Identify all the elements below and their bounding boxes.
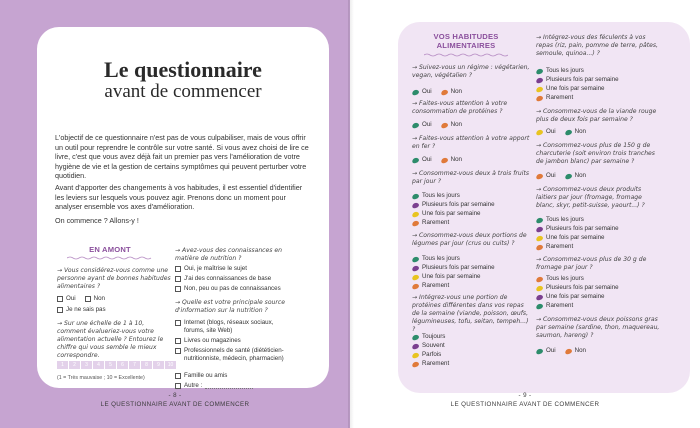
- option-row: Rarement: [536, 302, 573, 310]
- bean-purple-icon[interactable]: [535, 225, 543, 232]
- section-heading-en-amont: EN AMONT: [89, 245, 131, 254]
- checkbox[interactable]: [175, 286, 181, 292]
- option-row: Tous les jours: [412, 255, 460, 263]
- question-poissons-gras: → Consommez-vous deux poissons gras par semaine (sardine, thon, maquereau, saumon, hareng) ?: [536, 316, 660, 339]
- question-proteines-variees: → Intégrez-vous une portion de protéines différentes dans vos repas de la semaine (viande, poisson, œufs, légumineuses, tofu, seitan, tempeh...) ?: [412, 294, 529, 333]
- question-fruits: → Consommez-vous deux à trois fruits par jour ?: [412, 170, 530, 185]
- option-row: Autre :: [175, 382, 253, 390]
- checkbox-oui[interactable]: [57, 296, 63, 302]
- scale-cell[interactable]: 7: [129, 361, 140, 369]
- scale-cell[interactable]: 2: [69, 361, 80, 369]
- option-row: Rarement: [536, 243, 573, 251]
- option-row: Je ne sais pas: [57, 306, 106, 314]
- bean-orange-icon[interactable]: [535, 275, 543, 282]
- intro-paragraph: L'objectif de ce questionnaire n'est pas de vous culpabiliser, mais de vous offrir un outil pour reprendre le contrôle sur votre santé. Si vous avez choisi de lire ce livre, c'est que vous avez déjà fait un premier pas vers l'amélioration de votre hygiène de vie et la gestion de certains symptômes qui peuvent perturber votre quotidien.: [55, 133, 309, 181]
- bean-orange-icon[interactable]: [411, 219, 419, 226]
- option-row: Oui Non: [536, 128, 586, 136]
- bean-orange-icon[interactable]: [411, 282, 419, 289]
- bean-green-icon[interactable]: [411, 333, 419, 340]
- option-row: Plusieurs fois par semaine: [536, 284, 619, 292]
- left-card: [37, 27, 329, 388]
- bean-green-icon[interactable]: [535, 347, 543, 354]
- page-title: Le questionnaire: [104, 57, 262, 82]
- scale-cell[interactable]: 4: [93, 361, 104, 369]
- wavy-divider: [67, 256, 153, 260]
- option-row: Rarement: [412, 282, 449, 290]
- bean-yellow-icon[interactable]: [535, 128, 543, 135]
- bean-yellow-icon[interactable]: [535, 234, 543, 241]
- bean-green-icon[interactable]: [411, 192, 419, 199]
- question-rating: → Sur une échelle de 1 à 10, comment évalueriez-vous votre alimentation actuelle ? Entourez le chiffre qui vous semble le mieux correspondre.: [57, 320, 164, 359]
- option-row: Oui Non: [536, 347, 586, 355]
- option-row: Plusieurs fois par semaine: [536, 76, 619, 84]
- scale-cell[interactable]: 8: [141, 361, 152, 369]
- option-row: Oui Non: [57, 295, 105, 303]
- option-row: Rarement: [412, 360, 449, 368]
- bean-green-icon[interactable]: [535, 302, 543, 309]
- autre-input-line[interactable]: [205, 383, 253, 389]
- bean-yellow-icon[interactable]: [535, 284, 543, 291]
- option-row: Parfois: [412, 351, 441, 359]
- option-row: Oui Non: [412, 121, 462, 129]
- bean-green-icon[interactable]: [535, 67, 543, 74]
- option-row: Toujours: [412, 333, 445, 341]
- scale-cell[interactable]: 9: [153, 361, 164, 369]
- checkbox-non[interactable]: [85, 296, 91, 302]
- page-number: - 9 -: [518, 392, 532, 399]
- bean-purple-icon[interactable]: [535, 293, 543, 300]
- bean-green-icon[interactable]: [411, 255, 419, 262]
- bean-green-icon[interactable]: [411, 121, 419, 128]
- option-row: Tous les jours: [536, 216, 584, 224]
- question-charcuterie: → Consommez-vous plus de 150 g de charcuterie (soit environ trois tranches de jambon blanc) par semaine ?: [536, 142, 655, 165]
- option-row: Tous les jours: [536, 67, 584, 75]
- intro-paragraph-3: On commence ? Allons-y !: [55, 216, 139, 225]
- bean-yellow-icon[interactable]: [411, 351, 419, 358]
- wavy-divider: [424, 53, 508, 57]
- bean-purple-icon[interactable]: [411, 342, 419, 349]
- checkbox[interactable]: [175, 276, 181, 282]
- bean-purple-icon[interactable]: [411, 264, 419, 271]
- option-row: Oui, je maîtrise le sujet: [175, 265, 247, 273]
- scale-cell[interactable]: 5: [105, 361, 116, 369]
- checkbox[interactable]: [175, 348, 181, 354]
- running-footer: LE QUESTIONNAIRE AVANT DE COMMENCER: [450, 401, 600, 408]
- option-row: Plusieurs fois par semaine: [536, 225, 619, 233]
- option-row: Oui Non: [536, 172, 586, 180]
- option-row: Professionnels de santé (diététicien-nutritionniste, médecin, pharmacien): [175, 347, 287, 363]
- question-produits-laitiers: → Consommez-vous deux produits laitiers par jour (fromage, fromage blanc, skyr, petit-suisse, yaourt...) ?: [536, 186, 645, 209]
- option-row: Plusieurs fois par semaine: [412, 264, 495, 272]
- question-regime: → Suivez-vous un régime : végétarien, vegan, végétalien ?: [412, 64, 530, 79]
- question-viande-rouge: → Consommez-vous de la viande rouge plus de deux fois par semaine ?: [536, 108, 657, 123]
- option-row: Oui Non: [412, 156, 462, 164]
- bean-green-icon[interactable]: [411, 88, 419, 95]
- bean-orange-icon[interactable]: [535, 172, 543, 179]
- checkbox[interactable]: [175, 373, 181, 379]
- option-row: Une fois par semaine: [536, 85, 604, 93]
- option-row: Famille ou amis: [175, 372, 227, 380]
- scale-cell[interactable]: 10: [165, 361, 176, 369]
- bean-purple-icon[interactable]: [535, 76, 543, 83]
- scale-cell[interactable]: 6: [117, 361, 128, 369]
- option-row: Rarement: [536, 94, 573, 102]
- checkbox[interactable]: [175, 383, 181, 389]
- bean-orange-icon[interactable]: [535, 243, 543, 250]
- bean-green-icon[interactable]: [564, 128, 572, 135]
- option-row: Oui Non: [412, 88, 462, 96]
- rating-scale: [57, 361, 176, 369]
- question-feculents: → Intégrez-vous des féculents à vos repas (riz, pain, pomme de terre, pâtes, semoule, quinoa...) ?: [536, 34, 658, 57]
- bean-green-icon[interactable]: [535, 216, 543, 223]
- question-fromage: → Consommez-vous plus de 30 g de fromage par jour ?: [536, 256, 647, 271]
- option-row: Une fois par semaine: [536, 234, 604, 242]
- scale-cell[interactable]: 3: [81, 361, 92, 369]
- option-row: Souvent: [412, 342, 445, 350]
- bean-green-icon[interactable]: [411, 156, 419, 163]
- bean-green-icon[interactable]: [564, 172, 572, 179]
- scale-cell[interactable]: 1: [57, 361, 68, 369]
- section-heading-habitudes: VOS HABITUDES ALIMENTAIRES: [433, 32, 499, 50]
- intro-paragraph-2: Avant d'apporter des changements à vos habitudes, il est essentiel d'identifier les leviers sur lesquels vous pouvez agir. Prenons donc un moment pour analyser ensemble vos axes d'amélioration.: [55, 183, 303, 212]
- question-fer: → Faites-vous attention à votre apport en fer ?: [412, 135, 530, 150]
- question-good-habits: → Vous considérez-vous comme une personne ayant de bonnes habitudes alimentaires ?: [57, 267, 171, 290]
- option-row: Plusieurs fois par semaine: [412, 201, 495, 209]
- option-row: Livres ou magazines: [175, 337, 241, 345]
- option-row: Non, peu ou pas de connaissances: [175, 285, 281, 293]
- bean-orange-icon[interactable]: [535, 94, 543, 101]
- bean-purple-icon[interactable]: [411, 201, 419, 208]
- book-gutter: [348, 0, 354, 428]
- bean-yellow-icon[interactable]: [411, 210, 419, 217]
- bean-yellow-icon[interactable]: [535, 85, 543, 92]
- bean-orange-icon[interactable]: [440, 121, 448, 128]
- question-legumes: → Consommez-vous deux portions de légumes par jour (crus ou cuits) ?: [412, 232, 527, 247]
- option-row: Une fois par semaine: [412, 210, 480, 218]
- right-card: [398, 22, 690, 393]
- bean-yellow-icon[interactable]: [411, 273, 419, 280]
- bean-orange-icon[interactable]: [411, 360, 419, 367]
- checkbox[interactable]: [175, 338, 181, 344]
- bean-orange-icon[interactable]: [564, 347, 572, 354]
- option-row: Rarement: [412, 219, 449, 227]
- scale-legend: (1 = Très mauvaise ; 10 = Excellente): [57, 375, 145, 381]
- option-row: Une fois par semaine: [412, 273, 480, 281]
- option-row: Tous les jours: [412, 192, 460, 200]
- option-row: Une fois par semaine: [536, 293, 604, 301]
- option-row: Internet (blogs, réseaux sociaux, forums, site Web): [175, 319, 287, 335]
- checkbox[interactable]: [175, 266, 181, 272]
- checkbox-je-ne-sais-pas[interactable]: [57, 307, 63, 313]
- page-subtitle: avant de commencer: [104, 81, 262, 102]
- bean-orange-icon[interactable]: [440, 88, 448, 95]
- running-footer: LE QUESTIONNAIRE AVANT DE COMMENCER: [100, 401, 250, 408]
- question-proteines: → Faites-vous attention à votre consommation de protéines ?: [412, 100, 508, 115]
- page-number: - 8 -: [168, 392, 182, 399]
- question-knowledge: → Avez-vous des connaissances en matière de nutrition ?: [175, 247, 283, 262]
- question-info-source: → Quelle est votre principale source d'information sur la nutrition ?: [175, 299, 286, 314]
- bean-orange-icon[interactable]: [440, 156, 448, 163]
- option-row: J'ai des connaissances de base: [175, 275, 271, 283]
- checkbox[interactable]: [175, 320, 181, 326]
- option-row: Tous les jours: [536, 275, 584, 283]
